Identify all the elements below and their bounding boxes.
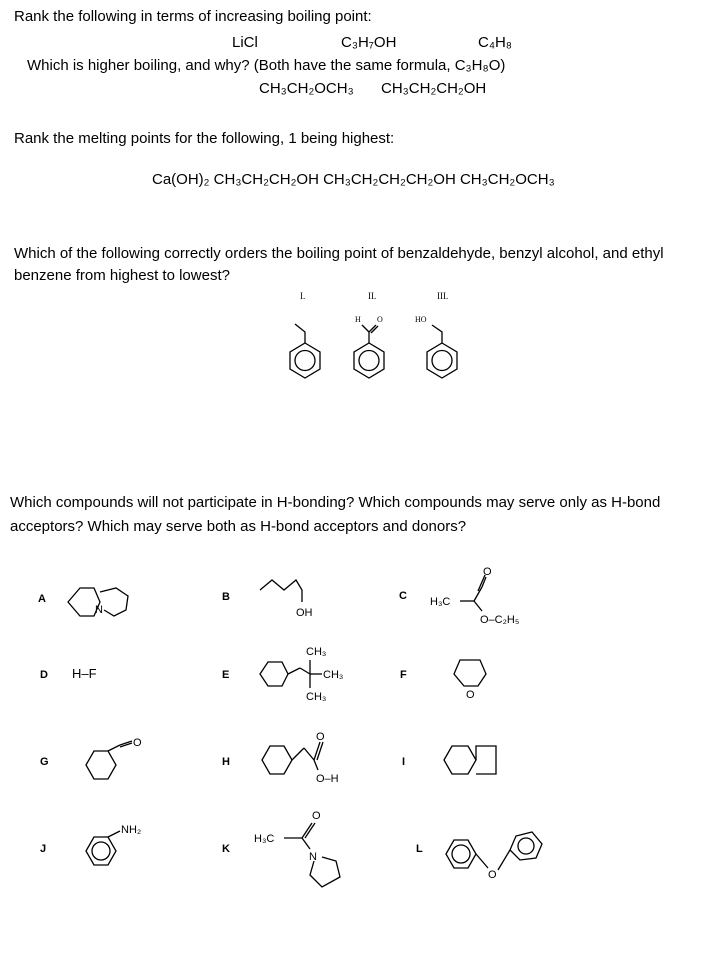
letter-e: E	[222, 669, 230, 681]
q1-pair-ether: CH₃CH₂OCH₃	[259, 80, 354, 97]
ether-oxygen: O	[488, 869, 497, 881]
methyl-h3c-k: H₃C	[254, 833, 275, 845]
q1-compound-licl: LiCl	[232, 34, 258, 51]
letter-b: B	[222, 591, 230, 603]
q3-label-ii: II.	[368, 291, 377, 301]
q1-compound-c4h8: C₄H₈	[478, 34, 513, 51]
aldehyde-h-atom: H	[355, 315, 361, 324]
methyl-bottom: CH₃	[306, 691, 327, 703]
q2-prompt: Rank the melting points for the following, 1 being highest:	[14, 130, 395, 147]
letter-i: I	[402, 756, 406, 768]
letter-f: F	[400, 669, 407, 681]
q1-why: Which is higher boiling, and why? (Both have the same formula, C₃H₈O)	[27, 57, 506, 74]
compound-d-hf: H–F	[72, 666, 97, 681]
methyl-right: CH₃	[323, 669, 344, 681]
q2-compounds: Ca(OH)₂ CH₃CH₂CH₂OH CH₃CH₂CH₂CH₂OH CH₃CH₂OCH₃	[152, 171, 555, 188]
letter-j: J	[40, 843, 47, 855]
q1-prompt: Rank the following in terms of increasing boiling point:	[14, 8, 372, 25]
methyl-top: CH₃	[306, 646, 327, 658]
letter-k: K	[222, 843, 230, 855]
compound-b-structure	[250, 572, 330, 617]
amide-carbonyl-o: O	[312, 810, 321, 822]
compound-f-structure	[450, 650, 500, 700]
ring-oxygen: O	[466, 689, 475, 701]
ketone-o: O	[133, 737, 142, 749]
q3-label-i: I.	[300, 291, 306, 301]
carbonyl-o: O	[483, 566, 492, 578]
hydroxyl-ho-atom: HO	[415, 315, 427, 324]
benzaldehyde-structure	[350, 310, 400, 390]
methyl-h3c: H₃C	[430, 596, 451, 608]
compound-i-structure	[440, 740, 510, 780]
acid-carbonyl-o: O	[316, 731, 325, 743]
compound-g-structure	[80, 725, 160, 785]
q1-pair-alcohol: CH₃CH₂CH₂OH	[381, 80, 487, 97]
nitrogen-atom: N	[95, 604, 103, 616]
compound-l-structure	[440, 818, 570, 888]
q3-prompt: Which of the following correctly orders the boiling point of benzaldehyde, benzyl alcohol, and ethyl benzene from highest to lowest?	[14, 245, 664, 284]
q4-prompt: Which compounds will not participate in H-bonding? Which compounds may serve only as H-bond acceptors? Which may serve both as H-bond acceptors and donors?	[10, 494, 661, 535]
compound-a-structure	[64, 582, 134, 622]
letter-l: L	[416, 843, 423, 855]
compound-j-structure	[80, 815, 160, 875]
compound-h-structure	[256, 720, 366, 790]
letter-c: C	[399, 590, 407, 602]
q1-compound-c3h7oh: C₃H₇OH	[341, 34, 397, 51]
letter-h: H	[222, 756, 230, 768]
benzyl-alcohol-structure	[415, 310, 465, 390]
amide-nitrogen: N	[309, 851, 317, 863]
ethylbenzene-structure	[285, 310, 325, 390]
ethoxy-o-c2h5: O–C₂H₅	[480, 614, 520, 626]
letter-d: D	[40, 669, 48, 681]
q3-label-iii: III.	[437, 291, 449, 301]
compound-e-structure	[250, 638, 370, 713]
amine-nh2: NH₂	[121, 824, 142, 836]
compound-c-structure	[430, 563, 550, 625]
letter-a: A	[38, 593, 46, 605]
hydroxyl-oh: OH	[296, 607, 313, 619]
compound-k-structure	[254, 805, 364, 890]
aldehyde-o-atom: O	[377, 315, 383, 324]
letter-g: G	[40, 756, 49, 768]
acid-o-h: O–H	[316, 773, 339, 785]
